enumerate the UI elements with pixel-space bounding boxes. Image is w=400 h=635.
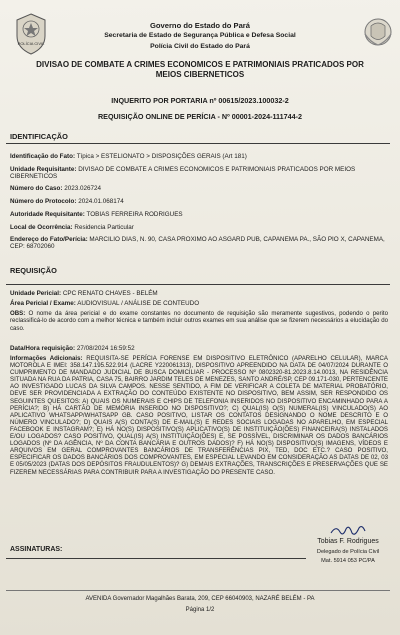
field-data-hora-requisicao: Data/Hora requisição: 27/08/2024 16:59:52 [10, 345, 135, 352]
header-government: Governo do Estado do Pará [149, 21, 250, 30]
signatory-role: Delegado de Polícia Civil [316, 549, 380, 555]
signatory-registration: Mat. 5914 053 PC/PA [321, 558, 375, 564]
field-area-pericial: Área Pericial / Exame: AUDIOVISUAL / ANÁLISE DE CONTEUDO [10, 300, 200, 307]
obs-paragraph: OBS: O nome da área pericial e do exame constantes no documento de requisição são meramente sugestivos, podendo o perito reclassificá-lo de acordo com a melhor técnica e também incluir outros exames em sua análise que se fizerem necessários a elucidação do caso. [10, 310, 388, 332]
field-autoridade-requisitante: Autoridade Requisitante: TOBIAS FERREIRA RODRIGUES [10, 211, 183, 218]
header-secretaria: Secretaria de Estado de Segurança Pública e Defesa Social [104, 32, 296, 39]
field-identificacao-fato: Identificação do Fato: Típica > ESTELIONATO > DISPOSIÇÕES GERAIS (Art 181) [10, 153, 247, 160]
field-unidade-pericial: Unidade Pericial: CPC RENATO CHAVES - BELÉM [10, 290, 158, 297]
divider [6, 558, 306, 559]
divider [6, 143, 390, 144]
field-unidade-requisitante: Unidade Requisitante: DIVISAO DE COMBATE A CRIMES ECONOMICOS E PATRIMONIAIS PRATICADOS POR MEIOS CIBERNETICOS [10, 166, 356, 181]
svg-text:POLÍCIA CIVIL: POLÍCIA CIVIL [17, 41, 45, 46]
divider [6, 284, 390, 285]
header-policia-civil: Polícia Civil do Estado do Pará [150, 43, 250, 50]
field-endereco-fato: Endereço do Fato/Perícia: MARCILIO DIAS, N. 90, CASA PROXIMO AO ASGARD PUB, CAPANEMA PA., SÃO PIO X, CAPANEMA, CEP: 68702060 [10, 236, 385, 251]
informacoes-adicionais-paragraph: Informações Adicionais: REQUISITA-SE PERÍCIA FORENSE EM DISPOSITIVO ELETRÔNICO (APARELHO CELULAR), MARCA MOTOROLA E IMEI: 358.147.195.522.914 (LACRE Y220061313), DISPOSITIVO APREENDIDO NA DATA DE 04/07/2024 DURANTE O CUMPRIMENTO DE MANDADO JUDICIAL DE BUSCA DOMICILIAR - PROCESSO Nº 0802320-81.2023.8.14.0013, NA RESIDÊNCIA SITUADA NA RUA DA PATRIA, CASA 75, BAIRRO JARDIM TELES DE MENEZES, SANTO ANDRÉ/SP, CEP 09.171-030, PERTENCENTE AO INVESTIGADO LUCAS DA SILVA CAMPOS. NESSE SENTIDO, A FIM DE VERIFICAR A COLETA DE MATERIAL PROBATÓRIO, DEVE SER PROVIDENCIADA A EXTRAÇÃO DO CONTEÚDO EXISTENTE NO DISPOSITIVO, BEM ASSIM, SER RESPONDIDO OS SEGUINTES QUESITOS: A) QUAIS OS NUMERAIS E CHIPS DE TELEFONIA INSERIDOS NO DISPOSITIVO ENCAMINHADO PARA A PERÍCIA?; B) HÁ CARTÃO DE MEMÓRIA INSERIDO NO DISPOSITIVO?; C) QUAL(IS) O(S) NUMERAL(IS) VINCULADO(S) AO APLICATIVO WHATSAPP/WHATSAPP GB. CASO POSITIVO, LISTAR OS CONTATOS DESIGNANDO O NOME DESCRITO E O NÚMERO VINCULADO?; D) QUAIS A(S) CONTA(S) DE E-MAIL(S) E REDES SOCIAIS LOGADAS NO APARELHO, EM ESPECIAL FACEBOOK E INSTAGRAM?; E) HÁ NO(S) DISPOSITIVO(S) APLICATIVO(S) DE INSTITUIÇÃO(ÕES) FINANCEIRA(S) INSTALADOS E/OU LOGADOS? CASO POSITIVO, QUAL(IS) A(S) INSTITUIÇÃO(ÕES) E, SE POSSÍVEL, DISCRIMINAR OS DADOS BANCÁRIOS LOGADOS (Nº DA AGÊNCIA, Nº DA CONTA BANCÁRIA E OUTROS DADOS)? F) HÁ NO(S) DISPOSITIVO(S) IMAGENS, VÍDEOS E ARQUIVOS EM GERAL COMPROVANTES BANCÁRIOS DE TRANSFERÊNCIAS PIX, TED, DOC ETC.? CASO POSITIVO, ESPECIFICAR OS DADOS BANCÁRIOS DOS COMPROVANTES, EM ESPECIAL LEVANDO EM CONSIDERAÇÃO AS DATAS DE 02, 03 E 05/05/2023 (DATAS DOS DEPÓSITOS FRAUDULENTOS)? G) DEMAIS EXTRAÇÕES, TRANSCRIÇÕES E PRESERVAÇÕES QUE SE FIZEREM NECESSÁRIAS PARA CONTRIBUIR PARA A INVESTIGAÇÃO DO PRESENTE CASO. [10, 355, 388, 476]
field-numero-caso: Número do Caso: 2023.026724 [10, 185, 102, 192]
requisicao-online-number: REQUISIÇÃO ONLINE DE PERÍCIA - Nº 00001-2024-111744-2 [97, 112, 303, 121]
field-numero-protocolo: Número do Protocolo: 2024.01.068174 [10, 198, 124, 205]
section-identificacao-title: IDENTIFICAÇÃO [10, 132, 68, 141]
footer-address: AVENIDA Governador Magalhães Barata, 209, CEP 66040903, NAZARÉ BELÉM - PA [85, 596, 315, 602]
divider [6, 590, 390, 591]
assinaturas-label: ASSINATURAS: [10, 546, 63, 553]
section-requisicao-title: REQUISIÇÃO [10, 266, 57, 275]
inquerito-number: INQUERITO POR PORTARIA nº 00615/2023.100032-2 [111, 96, 289, 105]
handwritten-signature-icon [328, 523, 368, 539]
field-local-ocorrencia: Local de Ocorrência: Residencia Particular [10, 224, 134, 231]
division-title: DIVISAO DE COMBATE A CRIMES ECONOMICOS E PATRIMONIAIS PRATICADOS POR MEIOS CIBERNETICOS [36, 60, 364, 79]
footer-page-number: Página 1/2 [185, 607, 215, 613]
signatory-name: Tobias F. Rodrigues [317, 538, 379, 545]
